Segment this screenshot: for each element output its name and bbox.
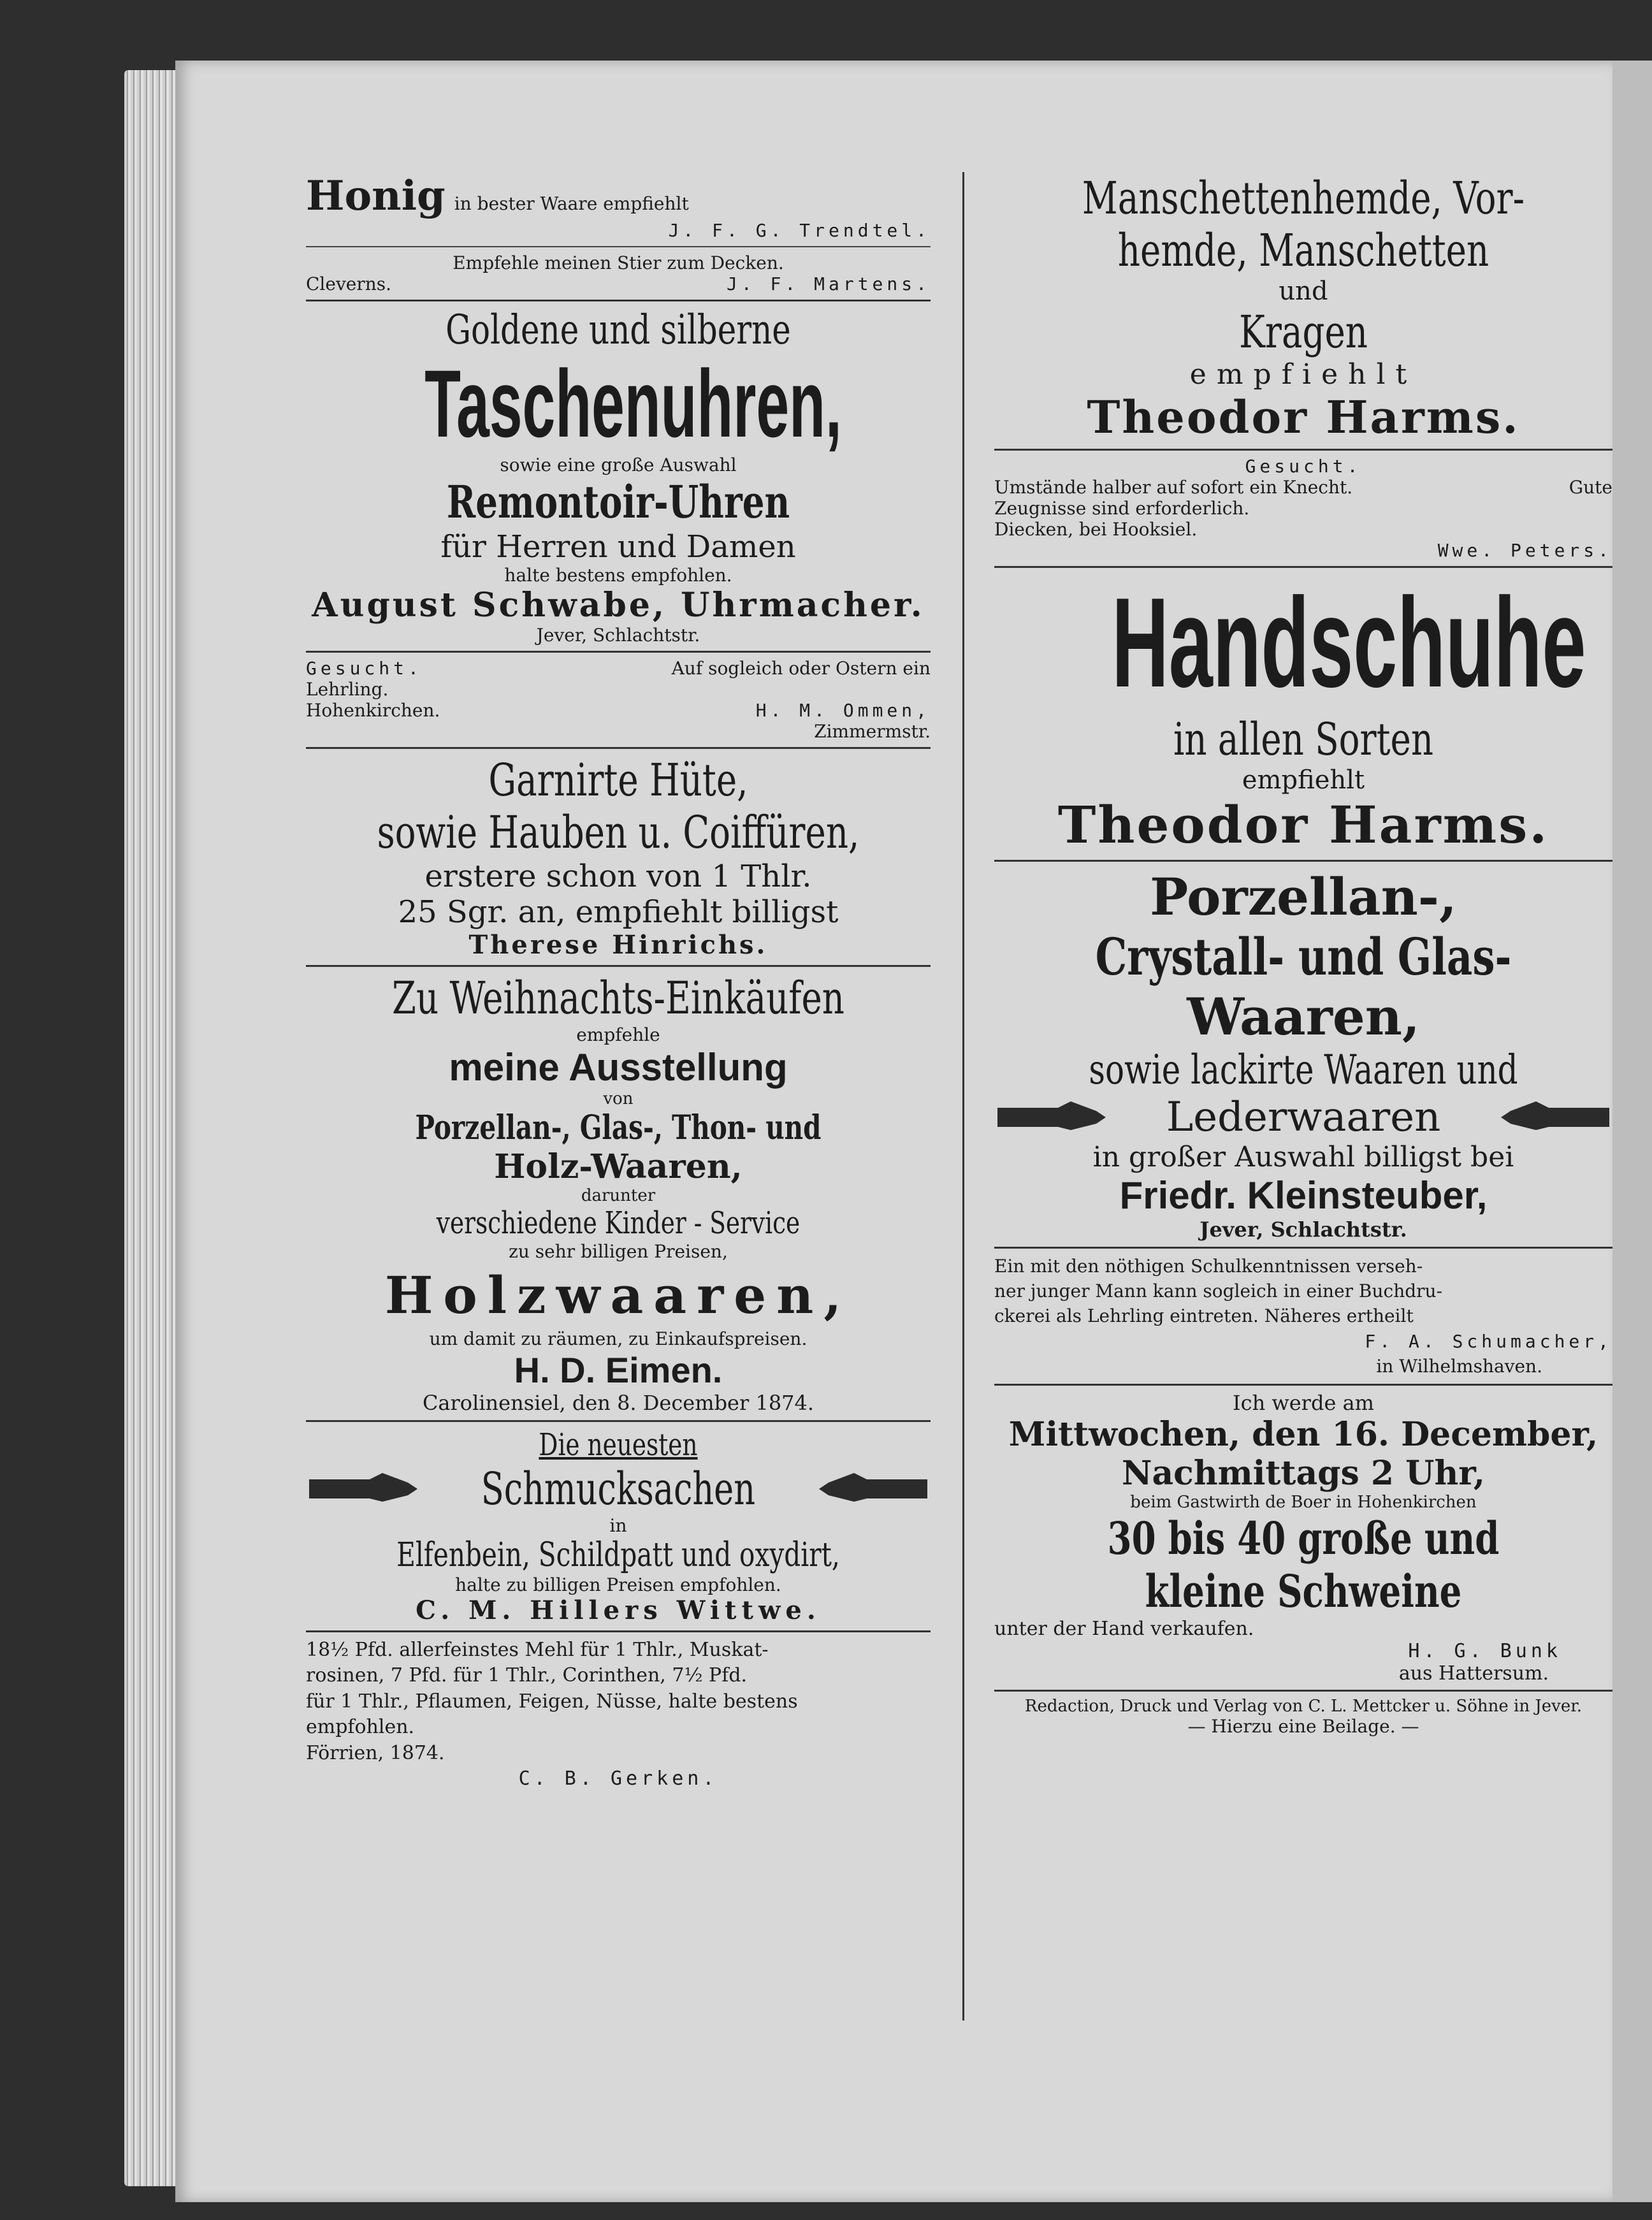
- ad-weihnacht-line8: verschiedene Kinder - Service: [436, 1205, 801, 1241]
- rule: [306, 747, 931, 749]
- ad-weihnacht-line6: Holz-Waaren,: [494, 1147, 743, 1186]
- ad-huete-line4: 25 Sgr. an, empfiehlt billigst: [398, 894, 839, 930]
- ad-weihnacht-ausstellung: meine Ausstellung: [449, 1045, 788, 1089]
- ad-mehl-place: Förrien, 1874.: [306, 1741, 445, 1764]
- rule: [306, 1420, 931, 1422]
- ad-schweine-line2: Mittwochen, den 16. December,: [1008, 1414, 1598, 1454]
- ad-gesucht-text: Auf sogleich oder Ostern ein: [671, 657, 931, 679]
- ad-huete-headline: Garnirte Hüte,: [488, 753, 748, 806]
- ad-handschuhe-line2: in allen Sorten: [1173, 713, 1434, 765]
- rule: [306, 246, 931, 247]
- ad-honig-signature: J. F. G. Trendtel.: [668, 220, 931, 241]
- ad-mehl-signature: C. B. Gerken.: [518, 1767, 718, 1790]
- ad-uhren-address: Jever, Schlachtstr.: [536, 624, 700, 646]
- ad-gesucht-place: Hohenkirchen.: [306, 699, 440, 721]
- ad-schmucksachen: [306, 1427, 931, 1625]
- ad-uhren-remontoir: Remontoir-Uhren: [446, 475, 790, 528]
- ad-handschuhe: [994, 573, 1612, 855]
- ad-porzellan-address: Jever, Schlachtstr.: [1199, 1217, 1407, 1242]
- ad-hemden-line5: empfiehlt: [1189, 358, 1417, 391]
- ad-porzellan-line2: Crystall- und Glas-: [1095, 927, 1512, 987]
- ad-knecht-text: Umstände halber auf sofort ein Knecht.: [994, 477, 1353, 498]
- ad-honig-text: in bester Waare empfiehlt: [454, 193, 689, 214]
- ad-schweine-line4: beim Gastwirth de Boer in Hohenkirchen: [1130, 1492, 1477, 1512]
- ad-weihnacht-line9: zu sehr billigen Preisen,: [509, 1240, 728, 1262]
- ad-hemden-line3: und: [1279, 277, 1328, 306]
- ad-schmuck-headline: Schmucksachen: [481, 1462, 756, 1515]
- ad-uhren-line3: sowie eine große Auswahl: [500, 454, 737, 475]
- ad-porzellan-line5: Lederwaaren: [1166, 1094, 1441, 1141]
- ad-stier: [306, 252, 931, 294]
- ad-porzellan-signature: Friedr. Kleinsteuber,: [1119, 1174, 1488, 1217]
- ad-huete-line3: erstere schon von 1 Thlr.: [424, 858, 812, 894]
- rule: [994, 860, 1612, 862]
- next-page-edge: [1612, 61, 1652, 2202]
- ad-uhren-line5: für Herren und Damen: [440, 528, 796, 565]
- ad-honig: [306, 172, 931, 241]
- ad-huete: [306, 754, 931, 960]
- ad-porzellan-line6: in großer Auswahl billigst bei: [1092, 1141, 1514, 1173]
- ad-lehrling-place: in Wilhelmshaven.: [1376, 1355, 1542, 1377]
- ad-gesucht-signature: H. M. Ommen,: [755, 699, 931, 721]
- ad-weihnacht-date: Carolinensiel, den 8. December 1874.: [422, 1390, 815, 1415]
- ad-lehrling-buchdruckerei: [994, 1254, 1612, 1379]
- ad-schmuck-line4: Elfenbein, Schildpatt und oxydirt,: [396, 1535, 840, 1574]
- ad-stier-signature: J. F. Martens.: [726, 273, 931, 294]
- ad-mehl: [306, 1637, 931, 1792]
- ad-porzellan-line4: sowie lackirte Waaren und: [1089, 1047, 1518, 1094]
- ad-knecht-label: Gesucht.: [1245, 456, 1362, 477]
- ad-schweine-line1: Ich werde am: [1233, 1390, 1374, 1415]
- ad-schweine-line3: Nachmittags 2 Uhr,: [1121, 1453, 1486, 1493]
- ad-gesucht-line2: Lehrling.: [306, 678, 389, 700]
- ad-taschenuhren: [306, 307, 931, 646]
- ad-uhren-line1: Goldene und silberne: [446, 307, 791, 354]
- ad-hemden-line1: Manschettenhemde, Vor-: [1082, 172, 1525, 224]
- right-column: [994, 172, 1612, 1737]
- left-column: [306, 172, 931, 1792]
- ad-porzellan: [994, 867, 1612, 1242]
- ad-schmuck-line3: in: [609, 1514, 627, 1536]
- rule: [994, 449, 1612, 451]
- ad-mehl-line4: empfohlen.: [306, 1716, 415, 1738]
- ad-mehl-line3: für 1 Thlr., Pflaumen, Feigen, Nüsse, halte bestens: [306, 1690, 798, 1713]
- ad-schmuck-line1: Die neuesten: [539, 1426, 698, 1463]
- ad-hemden-line2: hemde, Manschetten: [1117, 224, 1489, 277]
- ad-lehrling-signature: F. A. Schumacher,: [1365, 1330, 1612, 1352]
- ad-schweine-headline: 30 bis 40 große und: [1107, 1511, 1500, 1565]
- ad-mehl-line1: 18½ Pfd. allerfeinstes Mehl für 1 Thlr., Muskat-: [306, 1638, 769, 1661]
- ad-weihnacht-line11: um damit zu räumen, zu Einkaufspreisen.: [429, 1328, 808, 1349]
- rule: [306, 300, 931, 301]
- ad-lehrling-line2: ner junger Mann kann sogleich in einer Buchdru-: [994, 1280, 1443, 1302]
- pointing-hand-right-icon: [994, 1095, 1109, 1140]
- ad-uhren-headline: Taschenuhren,: [424, 350, 842, 457]
- ad-weihnacht-line5: Porzellan-, Glas-, Thon- und: [415, 1108, 822, 1147]
- ad-schweine-signature: H. G. Bunk: [1408, 1639, 1561, 1662]
- ad-gesucht-lehrling: [306, 658, 931, 742]
- ad-mehl-line2: rosinen, 7 Pfd. für 1 Thlr., Corinthen, 7½ Pfd.: [306, 1664, 748, 1687]
- ad-porzellan-line1: Porzellan-,: [1150, 867, 1457, 927]
- rule: [306, 1630, 931, 1632]
- ad-knecht-text-end: Gute: [1569, 477, 1612, 498]
- ad-weihnacht-line4: von: [603, 1089, 634, 1108]
- ad-handschuhe-signature: Theodor Harms.: [1057, 795, 1549, 855]
- ad-uhren-signature: August Schwabe, Uhrmacher.: [312, 585, 925, 625]
- pointing-hand-left-icon: [816, 1467, 931, 1511]
- ad-schweine-line6: kleine Schweine: [1145, 1564, 1462, 1618]
- ad-schmuck-line5: halte zu billigen Preisen empfohlen.: [455, 1574, 781, 1595]
- ad-stier-place: Cleverns.: [306, 273, 392, 294]
- ad-weihnacht-holzwaaren: Holzwaaren,: [384, 1265, 852, 1325]
- ad-manschettenhemde: [994, 172, 1612, 444]
- ad-schweine: [994, 1391, 1612, 1685]
- pointing-hand-left-icon: [1498, 1095, 1612, 1140]
- ad-porzellan-line3: Waaren,: [1187, 987, 1420, 1047]
- ad-uhren-line6: halte bestens empfohlen.: [504, 564, 732, 586]
- ad-gesucht-label: Gesucht.: [306, 657, 423, 679]
- ad-honig-title: Honig: [306, 172, 446, 220]
- ad-weihnacht-signature: H. D. Eimen.: [514, 1349, 723, 1390]
- ad-handschuhe-headline: Handschuhe: [1112, 572, 1586, 714]
- ad-huete-signature: Therese Hinrichs.: [468, 929, 768, 960]
- ad-weihnacht-line7: darunter: [581, 1186, 656, 1205]
- ad-knecht-line3: Zeugnisse sind erforderlich.: [994, 498, 1250, 519]
- column-divider: [962, 172, 964, 2020]
- rule: [306, 651, 931, 653]
- ad-lehrling-line1: Ein mit den nöthigen Schulkenntnissen verseh-: [994, 1256, 1423, 1277]
- ad-handschuhe-line3: empfiehlt: [1242, 765, 1365, 795]
- pointing-hand-right-icon: [306, 1467, 421, 1511]
- rule: [994, 1690, 1612, 1692]
- ad-schweine-place: aus Hattersum.: [1398, 1662, 1549, 1685]
- imprint: [994, 1697, 1612, 1737]
- ad-gesucht-knecht: [994, 456, 1612, 561]
- ad-weihnacht-line2: empfehle: [576, 1024, 660, 1045]
- ad-stier-text: Empfehle meinen Stier zum Decken.: [453, 252, 784, 273]
- ad-schweine-line7: unter der Hand verkaufen.: [994, 1617, 1254, 1640]
- rule: [994, 566, 1612, 568]
- page-edges: [124, 70, 182, 2186]
- ad-knecht-signature: Wwe. Peters.: [1437, 540, 1612, 561]
- imprint-line2: — Hierzu eine Beilage. —: [1187, 1715, 1419, 1737]
- ad-gesucht-title: Zimmermstr.: [814, 720, 931, 742]
- rule: [994, 1384, 1612, 1386]
- rule: [994, 1247, 1612, 1249]
- ad-huete-line2: sowie Hauben u. Coiffüren,: [377, 806, 860, 859]
- imprint-line1: Redaction, Druck und Verlag von C. L. Mettcker u. Söhne in Jever.: [1024, 1696, 1583, 1716]
- ad-hemden-line4: Kragen: [1239, 306, 1368, 358]
- ad-hemden-signature: Theodor Harms.: [1087, 391, 1520, 444]
- ad-knecht-line4: Diecken, bei Hooksiel.: [994, 519, 1198, 540]
- rule: [306, 965, 931, 967]
- ad-schmuck-signature: C. M. Hillers Wittwe.: [416, 1595, 821, 1625]
- ad-weihnacht-headline: Zu Weihnachts-Einkäufen: [392, 971, 844, 1024]
- ad-weihnachten: [306, 972, 931, 1415]
- ad-lehrling-line3: ckerei als Lehrling eintreten. Näheres ertheilt: [994, 1305, 1414, 1327]
